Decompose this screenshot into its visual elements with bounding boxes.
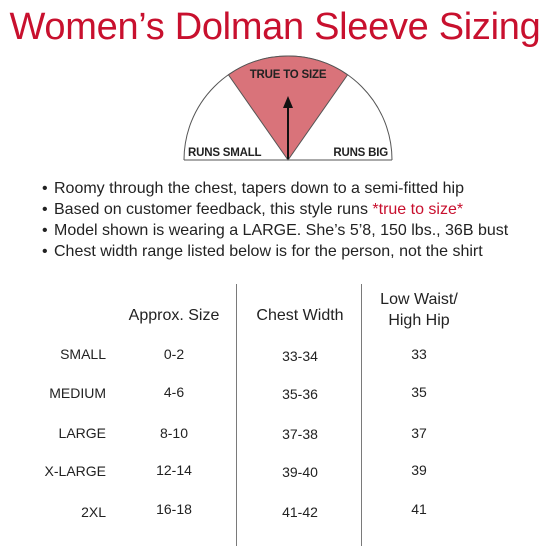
cell-approx-size: 4-6 <box>163 384 185 400</box>
header-high-hip: High Hip <box>388 312 450 329</box>
cell-chest-width: 41-42 <box>282 504 318 520</box>
page-title: Women’s Dolman Sleeve Sizing <box>9 6 541 48</box>
cell-waist-hip: 37 <box>411 425 427 441</box>
fit-notes-list <box>42 178 508 262</box>
gauge-center-label: TRUE TO SIZE <box>249 69 327 81</box>
cell-chest-width: 35-36 <box>282 386 318 402</box>
cell-chest-width: 39-40 <box>282 464 318 480</box>
header-chest-width: Chest Width <box>256 307 344 324</box>
bullet-icon: • <box>42 222 48 239</box>
bullet-icon: • <box>42 180 48 197</box>
fit-note-text: Roomy through the chest, tapers down to a semi-fitted hip <box>54 180 464 197</box>
table-divider <box>236 284 237 546</box>
cell-waist-hip: 39 <box>411 462 427 478</box>
bullet-icon: • <box>42 201 48 218</box>
cell-approx-size: 0-2 <box>163 346 185 362</box>
cell-approx-size: 12-14 <box>156 462 192 478</box>
fit-note <box>42 178 508 199</box>
fit-note <box>42 199 508 220</box>
bullet-icon: • <box>42 243 48 260</box>
cell-approx-size: 16-18 <box>156 501 192 517</box>
fit-gauge <box>0 0 550 170</box>
gauge-right-label: RUNS BIG <box>333 147 388 159</box>
header-approx-size: Approx. Size <box>128 307 220 324</box>
fit-note-text: Model shown is wearing a LARGE. She’s 5’8, 150 lbs., 36B bust <box>54 222 509 239</box>
row-label: X-LARGE <box>44 463 106 479</box>
table-divider <box>361 284 362 546</box>
row-label: SMALL <box>60 346 106 362</box>
fit-note-text: Based on customer feedback, this style runs <box>54 201 373 218</box>
cell-chest-width: 33-34 <box>282 348 318 364</box>
fit-note <box>42 220 508 241</box>
header-low-waist: Low Waist/ <box>380 291 458 308</box>
row-label: 2XL <box>81 504 106 520</box>
cell-waist-hip: 35 <box>411 384 427 400</box>
row-label: MEDIUM <box>49 385 106 401</box>
fit-note <box>42 241 508 262</box>
fit-note-highlight: *true to size* <box>372 201 464 218</box>
cell-waist-hip: 33 <box>411 346 427 362</box>
cell-approx-size: 8-10 <box>159 425 189 441</box>
cell-chest-width: 37-38 <box>282 426 318 442</box>
fit-note-text: Chest width range listed below is for the person, not the shirt <box>54 243 483 260</box>
cell-waist-hip: 41 <box>411 501 427 517</box>
row-label: LARGE <box>58 425 106 441</box>
gauge-left-label: RUNS SMALL <box>188 147 262 159</box>
